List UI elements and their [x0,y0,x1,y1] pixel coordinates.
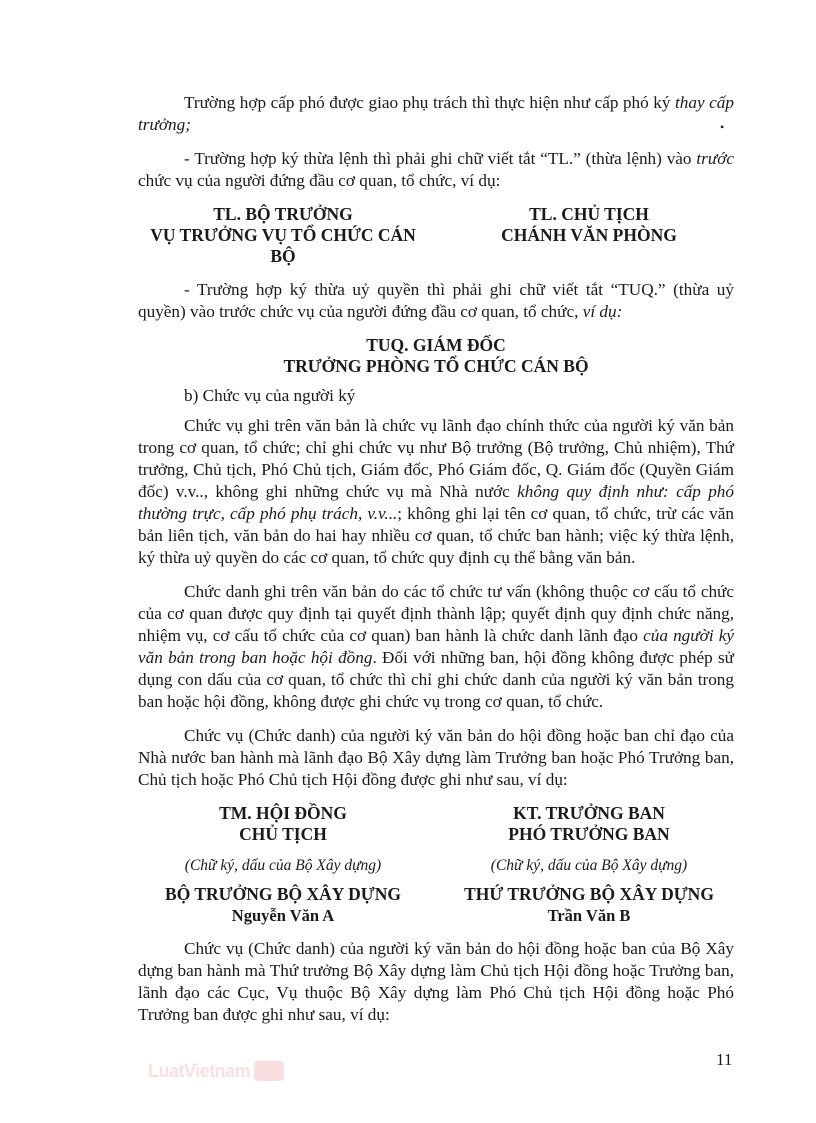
stray-mark: • [720,120,725,134]
signature-example-2: TUQ. GIÁM ĐỐC TRƯỞNG PHÒNG TỔ CHỨC CÁN BỘ [283,335,589,376]
signature-left: TM. HỘI ĐỒNG CHỦ TỊCH (Chữ ký, dấu của Bộ Xây dựng) BỘ TRƯỞNG BỘ XÂY DỰNG Nguyễn Văn A [165,803,401,925]
signature-example-3 [138,803,734,926]
paragraph-5: Chức vụ ghi trên văn bản là chức vụ lãnh đạo chính thức của người ký văn bản trong cơ quan, tổ chức; chỉ ghi chức vụ như Bộ trưởng (Bộ trưởng, Chủ nhiệm), Thứ trưởng, Chủ tịch, Phó Chủ tịch, Giám đốc, Phó Giám đốc, Q. Giám đốc (Quyền Giám đốc) v.v.., không ghi những chức vụ mà Nhà nước không quy định như: cấp phó thường trực, cấp phó phụ trách, v.v...; không ghi lại tên cơ quan, tổ chức, trừ các văn bản liên tịch, văn bản do hai hay nhiều cơ quan, tổ chức ban hành; việc ký thừa lệnh, ký thừa uỷ quyền do các cơ quan, tổ chức quy định cụ thể bằng văn bản. [138,416,734,567]
signature-right: TL. CHỦ TỊCH CHÁNH VĂN PHÒNG [501,204,677,245]
paragraph-6: Chức danh ghi trên văn bản do các tổ chức tư vấn (không thuộc cơ cấu tổ chức của cơ quan được quy định tại quyết định thành lập; quyết định quy định chức năng, nhiệm vụ, cơ cấu tổ chức của cơ quan) ban hành là chức danh lãnh đạo của người ký văn bản trong ban hoặc hội đồng. Đối với những ban, hội đồng không được phép sử dụng con dấu của cơ quan, tổ chức thì chỉ ghi chức danh của người ký văn bản trong ban hoặc hội đồng, không được ghi chức vụ trong cơ quan, tổ chức. [138,582,735,711]
paragraph-1: Trường hợp cấp phó được giao phụ trách thì thực hiện như cấp phó ký thay cấp trưởng; [138,93,734,134]
watermark-badge-icon [254,1061,284,1081]
paragraph-2: - Trường hợp ký thừa lệnh thì phải ghi chữ viết tắt “TL.” (thừa lệnh) vào trước chức vụ của người đứng đầu cơ quan, tổ chức, ví dụ: [138,149,734,190]
page-number: 11 [716,1050,733,1069]
signature-left: TL. BỘ TRƯỞNG VỤ TRƯỞNG VỤ TỔ CHỨC CÁN BỘ [150,204,416,266]
paragraph-8: Chức vụ (Chức danh) của người ký văn bản do hội đồng hoặc ban của Bộ Xây dựng ban hành mà Thứ trưởng Bộ Xây dựng làm Chủ tịch Hội đồng hoặc Trưởng ban, lãnh đạo các Cục, Vụ thuộc Bộ Xây dựng làm Phó Chủ tịch Hội đồng hoặc Phó Trưởng ban được ghi như sau, ví dụ: [138,939,734,1024]
paragraph-3: - Trường hợp ký thừa uỷ quyền thì phải ghi chữ viết tắt “TUQ.” (thừa uỷ quyền) vào trước chức vụ của người đứng đầu cơ quan, tổ chức, ví dụ: [138,280,734,321]
subheading-b: b) Chức vụ của người ký [184,386,356,405]
paragraph-7: Chức vụ (Chức danh) của người ký văn bản do hội đồng hoặc ban chỉ đạo của Nhà nước ban hành mà lãnh đạo Bộ Xây dựng làm Trưởng ban hoặc Phó Trưởng ban, Chủ tịch hoặc Phó Chủ tịch Hội đồng được ghi như sau, ví dụ: [138,726,734,789]
watermark-logo: LuatVietnam [148,1056,298,1086]
signature-right: KT. TRƯỞNG BAN PHÓ TRƯỞNG BAN (Chữ ký, dấu của Bộ Xây dựng) THỨ TRƯỞNG BỘ XÂY DỰNG Trần Văn B [464,803,714,925]
document-page [138,92,734,1026]
signature-example-1 [138,204,734,267]
